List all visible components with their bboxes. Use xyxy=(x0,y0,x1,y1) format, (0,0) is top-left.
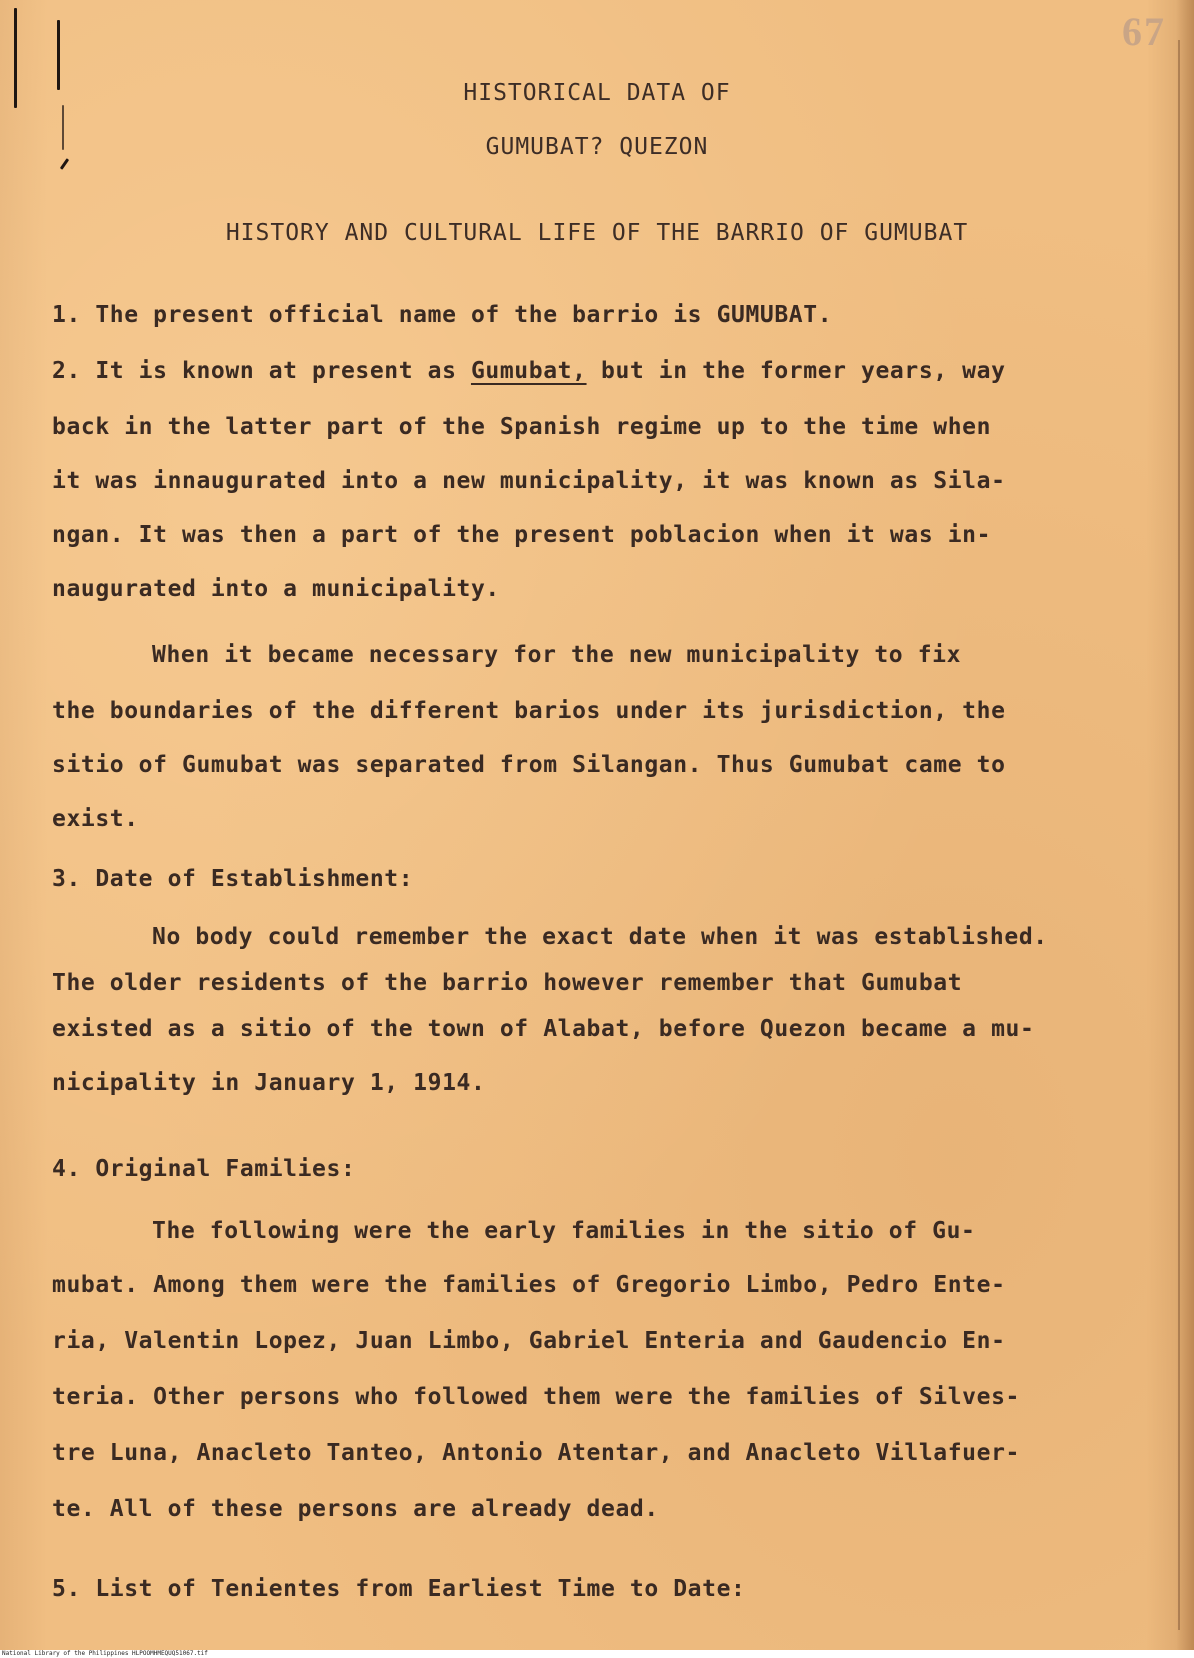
paragraph-line: back in the latter part of the Spanish regime up to the time when xyxy=(52,414,992,440)
paragraph-line: naugurated into a municipality. xyxy=(52,576,500,602)
item-5-heading: 5. List of Tenientes from Earliest Time to Date: xyxy=(52,1576,746,1602)
paragraph-line: ngan. It was then a part of the present poblacion when it was in- xyxy=(52,522,992,548)
paragraph-line: te. All of these persons are already dead. xyxy=(52,1496,659,1522)
paragraph-line: The older residents of the barrio however remember that Gumubat xyxy=(52,970,963,996)
item-2-first-line xyxy=(52,356,1006,386)
paragraph-line: When it became necessary for the new municipality to fix xyxy=(152,642,962,668)
item-3-heading: 3. Date of Establishment: xyxy=(52,866,414,892)
subtitle: HISTORY AND CULTURAL LIFE OF THE BARRIO OF GUMUBAT xyxy=(225,220,969,246)
paragraph-line: it was innaugurated into a new municipality, it was known as Sila- xyxy=(52,468,1006,494)
page-number: 67 xyxy=(1122,9,1166,54)
paragraph-line: mubat. Among them were the families of Gregorio Limbo, Pedro Ente- xyxy=(52,1272,1006,1298)
paragraph-line: teria. Other persons who followed them were the families of Silves- xyxy=(52,1384,1020,1410)
paragraph-line: ria, Valentin Lopez, Juan Limbo, Gabriel Enteria and Gaudencio En- xyxy=(52,1328,1006,1354)
paragraph-line: No body could remember the exact date when it was established. xyxy=(152,924,1048,950)
item-4-heading: 4. Original Families: xyxy=(52,1156,356,1182)
item-2-name: Gumubat, xyxy=(470,358,587,384)
item-2-prefix: 2. It is known at present as xyxy=(52,358,471,384)
page-edge-line xyxy=(1178,40,1180,1630)
paragraph-line: nicipality in January 1, 1914. xyxy=(52,1070,486,1096)
item-1: 1. The present official name of the barrio is GUMUBAT. xyxy=(52,302,833,328)
title-line-2: GUMUBAT? QUEZON xyxy=(485,134,709,160)
title-line-1: HISTORICAL DATA OF xyxy=(463,80,731,106)
item-2-suffix: but in the former years, way xyxy=(586,358,1006,384)
paragraph-line: the boundaries of the different barios under its jurisdiction, the xyxy=(52,698,1006,724)
paragraph-line: sitio of Gumubat was separated from Silangan. Thus Gumubat came to xyxy=(52,752,1006,778)
paragraph-line: exist. xyxy=(52,806,139,832)
paragraph-line: tre Luna, Anacleto Tanteo, Antonio Atentar, and Anacleto Villafuer- xyxy=(52,1440,1020,1466)
paragraph-line: The following were the early families in the sitio of Gu- xyxy=(152,1218,976,1244)
archive-footer: National Library of the Philippines HLPOOMHMEQUQ51067.tif xyxy=(2,1650,208,1657)
paragraph-line: existed as a sitio of the town of Alabat, before Quezon became a mu- xyxy=(52,1016,1035,1042)
